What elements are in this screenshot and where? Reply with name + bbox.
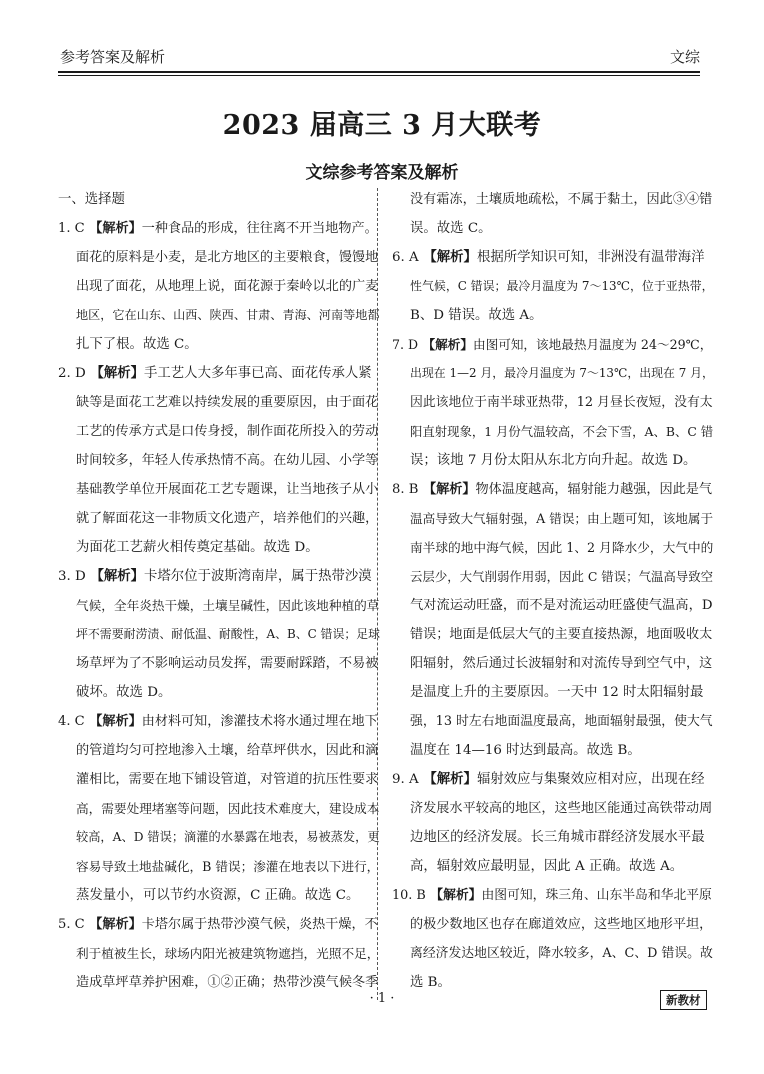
answer-text: 面花的原料是小麦，是北方地区的主要粮食，馒馒地 — [76, 250, 379, 265]
answer-8-line — [392, 678, 712, 707]
answer-5-line — [58, 939, 378, 968]
answer-text: 容易导致土地盐碱化，B 错误；渗灌在地表以下进行， — [76, 859, 380, 874]
analysis-tag: 【解析】 — [84, 714, 142, 729]
answer-text: 温高导致大气辐射强，A 错误；由上题可知，该地属于 — [410, 511, 714, 526]
answer-7-line — [392, 330, 712, 359]
answer-7-line — [392, 417, 712, 446]
answer-2-line — [58, 475, 378, 504]
header-rule-thin — [58, 75, 700, 76]
header-rule-thick — [58, 71, 700, 73]
answer-text: 边地区的经济发展。长三角城市群经济发展水平最 — [410, 830, 705, 845]
answer-2-line — [58, 446, 378, 475]
answer-number: 9. A — [392, 772, 419, 787]
answer-8-line — [392, 562, 712, 591]
answer-8-line — [392, 475, 712, 504]
answer-9-line — [392, 794, 712, 823]
answer-text: 场草坪为了不影响运动员发挥，需要耐踩踏，不易被 — [76, 656, 379, 671]
answer-3-line — [58, 620, 381, 649]
answer-1-line — [58, 272, 378, 301]
answer-text: 误。故选 C。 — [410, 221, 492, 236]
answer-4-line — [58, 736, 378, 765]
answer-text: 误；该地 7 月份太阳从东北方向升起。故选 D。 — [410, 453, 697, 468]
answer-text: 高，辐射效应最明显，因此 A 正确。故选 A。 — [410, 859, 684, 874]
answer-1-line — [58, 214, 378, 243]
answer-8-line — [392, 649, 712, 678]
answer-text: 卡塔尔位于波斯湾南岸，属于热带沙漠 — [144, 569, 372, 584]
answer-text: 利于植被生长，球场内阳光被建筑物遮挡，光照不足， — [76, 946, 380, 961]
answer-2-line — [58, 388, 378, 417]
section-heading: 一、选择题 — [58, 192, 125, 207]
answer-9-line — [392, 765, 712, 794]
answer-text: 物体温度越高，辐射能力越强，因此是气 — [475, 482, 713, 497]
answer-3-line — [58, 591, 378, 620]
answer-4-line — [58, 852, 378, 881]
answer-text: 气对流运动旺盛，而不是对流运动旺盛使气温高，D — [410, 598, 713, 613]
answer-4-line — [58, 881, 378, 910]
answer-text: 缺等是面花工艺难以持续发展的重要原因，由于面花 — [76, 395, 379, 410]
answer-text: 造成草坪草养护困难，①②正确；热带沙漠气候冬季 — [76, 975, 379, 990]
analysis-tag: 【解析】 — [418, 250, 477, 265]
answer-text: 气候，全年炎热干燥，土壤呈碱性，因此该地种植的草 — [76, 598, 380, 613]
answer-text: 高，需要处理堵塞等问题，因此技术难度大，建设成本 — [76, 801, 380, 816]
answer-6-line — [392, 272, 712, 301]
answer-8-line — [392, 707, 712, 736]
answer-text: 是温度上升的主要原因。一天中 12 时太阳辐射最 — [410, 685, 704, 700]
answer-4-line — [58, 765, 378, 794]
answer-4-line — [58, 794, 378, 823]
answer-text: 卡塔尔属于热带沙漠气候，炎热干燥，不 — [141, 917, 378, 932]
answer-7-line — [392, 388, 712, 417]
answer-text: 强，13 时左右地面温度最高，地面辐射最强，使大气 — [410, 714, 713, 729]
answer-number: 3. D — [58, 569, 86, 584]
answer-text: 根据所学知识可知，非洲没有温带海洋 — [476, 250, 705, 265]
answer-text: 出现在 1—2 月，最冷月温度为 7～13℃，出现在 7 月， — [410, 366, 714, 380]
answer-1-line — [58, 330, 378, 359]
answer-text: 云层少，大气削弱作用弱，因此 C 错误；气温高导致空 — [410, 569, 714, 584]
answer-text: B、D 错误。故选 A。 — [410, 308, 543, 323]
analysis-tag: 【解析】 — [425, 888, 482, 903]
answer-6-line — [392, 243, 712, 272]
answer-text: 辐射效应与集聚效应相对应，出现在经 — [476, 772, 705, 787]
answer-text: 较高，A、D 错误；滴灌的水暴露在地表，易被蒸发，更 — [76, 830, 380, 844]
answer-text: 时间较多，年轻人传承热情不高。在幼儿园、小学等 — [76, 453, 379, 468]
answer-text: 出现了面花，从地理上说，面花源于秦岭以北的广麦 — [76, 279, 379, 294]
answer-1-line — [58, 301, 378, 330]
analysis-tag: 【解析】 — [85, 569, 145, 584]
answer-text: 一种食品的形成，往往离不开当地物产。 — [141, 221, 378, 236]
answer-text: 济发展水平较高的地区，这些地区能通过高铁带动周 — [410, 801, 713, 816]
answer-number: 4. C — [58, 714, 85, 729]
answer-number: 2. D — [58, 366, 86, 381]
answer-number: 6. A — [392, 250, 419, 265]
answer-text: 灌相比，需要在地下铺设管道，对管道的抗压性要求 — [76, 772, 379, 787]
answer-text: 选 B。 — [410, 975, 451, 990]
answer-text: 为面花工艺薪火相传奠定基础。故选 D。 — [76, 540, 319, 555]
answer-text: 南半球的地中海气候，因此 1、2 月降水少，大气中的 — [410, 540, 714, 555]
left-column — [58, 185, 381, 997]
answer-7-line — [392, 446, 712, 475]
answer-8-line — [392, 620, 712, 649]
document-title: 2023 届高三 3 月大联考 — [222, 110, 542, 141]
answer-7-line — [392, 359, 712, 388]
answer-text: 基础教学单位开展面花工艺专题课，让当地孩子从小 — [76, 482, 379, 497]
answer-8-line — [392, 504, 712, 533]
answer-number: 5. C — [58, 917, 85, 932]
analysis-tag: 【解析】 — [418, 482, 476, 497]
answer-text: 离经济发达地区较近，降水较多，A、C、D 错误。故 — [410, 946, 713, 961]
answer-text: 地区，它在山东、山西、陕西、甘肃、青海、河南等地都 — [76, 308, 380, 322]
answer-4-line — [58, 823, 378, 852]
answer-9-line — [392, 823, 712, 852]
page-number: · 1 · — [369, 991, 395, 1006]
answer-text: 扎下了根。故选 C。 — [76, 337, 198, 352]
answer-10-line — [392, 910, 712, 939]
answer-2-line — [58, 359, 378, 388]
answer-text: 坪不需要耐涝渍、耐低温、耐酸性，A、B、C 错误；足球 — [76, 627, 381, 641]
answer-8-line — [392, 736, 712, 765]
column-divider — [377, 188, 378, 1000]
header-subject-label: 文综 — [669, 48, 700, 66]
answer-text: 阳辐射，然后通过长波辐射和对流传导到空气中，这 — [410, 656, 713, 671]
answer-number: 7. D — [392, 337, 419, 352]
page-header — [58, 46, 700, 70]
answer-8-line — [392, 591, 712, 620]
answer-2-line — [58, 504, 378, 533]
answer-3-line — [58, 562, 378, 591]
answer-text: 的极少数地区也存在廊道效应，这些地区地形平坦， — [410, 917, 713, 932]
answer-text: 的管道均匀可控地渗入土壤，给草坪供水，因此和滴 — [76, 743, 379, 758]
answer-10-line — [392, 939, 712, 968]
answer-3-line — [58, 678, 378, 707]
answer-text: 错误；地面是低层大气的主要直接热源，地面吸收太 — [410, 627, 713, 642]
answer-4-line — [58, 707, 378, 736]
answer-number: 1. C — [58, 221, 85, 236]
answer-text: 由图可知，该地最热月温度为 24～29℃， — [472, 337, 713, 352]
right-column — [392, 185, 712, 997]
analysis-tag: 【解析】 — [84, 917, 142, 932]
answer-text: 性气候，C 错误；最冷月温度为 7～13℃，位于亚热带， — [410, 279, 714, 293]
answer-text: 温度在 14—16 时达到最高。故选 B。 — [410, 743, 641, 758]
answer-number: 10. B — [392, 888, 426, 903]
answer-text: 因此该地位于南半球亚热带，12 月昼长夜短，没有太 — [410, 395, 713, 410]
answer-text: 阳直射现象，1 月份气温较高，不会下雪，A、B、C 错 — [410, 424, 714, 439]
answer-5-line — [392, 214, 712, 243]
answer-text: 蒸发量小，可以节约水资源，C 正确。故选 C。 — [76, 888, 360, 903]
answer-text: 没有霜冻，土壤质地疏松，不属于黏土，因此③④错 — [410, 192, 713, 207]
answer-text: 工艺的传承方式是口传身授，制作面花所投入的劳动 — [76, 424, 379, 439]
answer-text: 破坏。故选 D。 — [76, 685, 172, 700]
answer-9-line — [392, 852, 712, 881]
answer-5-line — [392, 185, 712, 214]
answer-5-line — [58, 910, 378, 939]
answer-text: 手工艺人大多年事已高、面花传承人紧 — [144, 366, 372, 381]
analysis-tag: 【解析】 — [418, 337, 473, 352]
document-subtitle: 文综参考答案及解析 — [305, 163, 459, 183]
analysis-tag: 【解析】 — [418, 772, 477, 787]
answer-6-line — [392, 301, 712, 330]
answer-2-line — [58, 533, 378, 562]
answer-text: 由图可知，珠三角、山东半岛和华北平原 — [481, 888, 712, 903]
edition-badge: 新教材 — [660, 990, 707, 1010]
answer-text: 由材料可知，渗灌技术将水通过埋在地下 — [141, 714, 378, 729]
answer-8-line — [392, 533, 712, 562]
answer-1-line — [58, 243, 378, 272]
answer-2-line — [58, 417, 378, 446]
answer-3-line — [58, 649, 378, 678]
answer-text: 就了解面花这一非物质文化遗产，培养他们的兴趣， — [76, 511, 379, 526]
analysis-tag: 【解析】 — [84, 221, 142, 236]
analysis-tag: 【解析】 — [85, 366, 145, 381]
answer-10-line — [392, 881, 712, 910]
answer-number: 8. B — [392, 482, 419, 497]
header-left-label: 参考答案及解析 — [60, 48, 166, 66]
